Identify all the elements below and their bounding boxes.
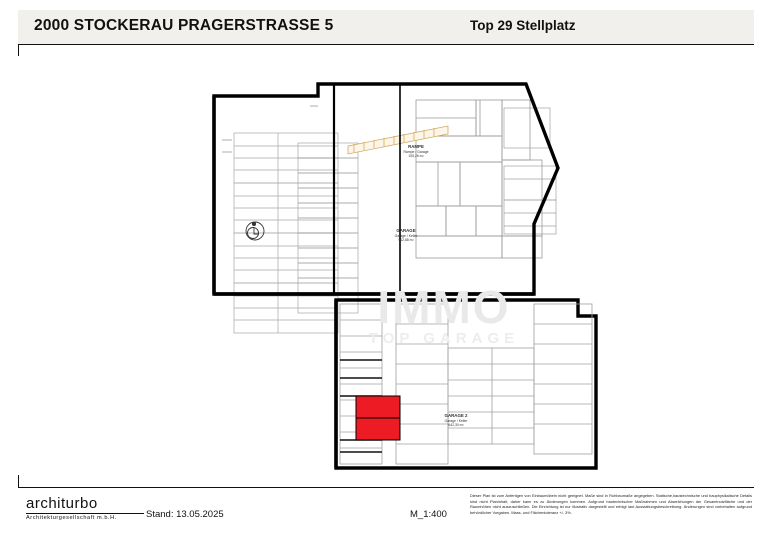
floor-plan-svg [18,48,754,484]
plan-footer [18,487,754,533]
page-title: 2000 STOCKERAU PRAGERSTRASSE 5 [34,17,334,34]
watermark-line1: IMMO [377,281,511,333]
watermark-line2: TOP GARAGE [368,329,520,347]
room-label-garage-2: GARAGE 2 Garage / Keller 642,30 m² [444,413,468,427]
footer-rule [18,487,754,488]
floor-plan [18,48,754,484]
company-logo [26,495,146,521]
scale-label: M_1:400 [410,509,447,520]
wheelchair-icon [246,222,264,240]
ramp-hatching [348,126,448,154]
legal-disclaimer: Dieser Plan ist zum Anfertigen von Einbaumöbeln nicht geeignet. Maße sind in Rohbaumaße angegeben. Statische,haustechnische und bauphysikalische Details sind nicht Planinhalt, daher kann es zu Änderungen kommen. Aufgrund bautechnischer Maßnahmen und Abweichungen der Gesamtnutzfläche und der Raumhöhen nicht auszuschließen. Die Einrichtung ist nur illustrativ dargestellt und erfolgt laut Ausstattungsbeschreibung. Änderungen sind vorbehalten aufgrund behördlicher Vorgaben. Mass- und Flächentoleranz +/- 3%. [470,493,752,515]
interior-lines-upper [234,133,358,333]
logo-divider [26,513,144,514]
unit-subtitle: Top 29 Stellplatz [470,18,576,33]
outer-wall-upper [214,84,558,294]
footer-corner-tick [18,475,19,487]
logo-subtitle: Architekturgesellschaft m.b.H. [26,515,117,521]
plan-header [18,10,754,46]
revision-date: Stand: 13.05.2025 [146,509,224,520]
room-label-garage: GARAGE Garage / Keller 512,88 m² [394,228,418,242]
logo-name: architurbo [26,495,98,512]
room-label-rampe: RAMPE Rampe / Garage 105,26 m² [403,144,429,158]
dimension-ticks [222,106,318,152]
